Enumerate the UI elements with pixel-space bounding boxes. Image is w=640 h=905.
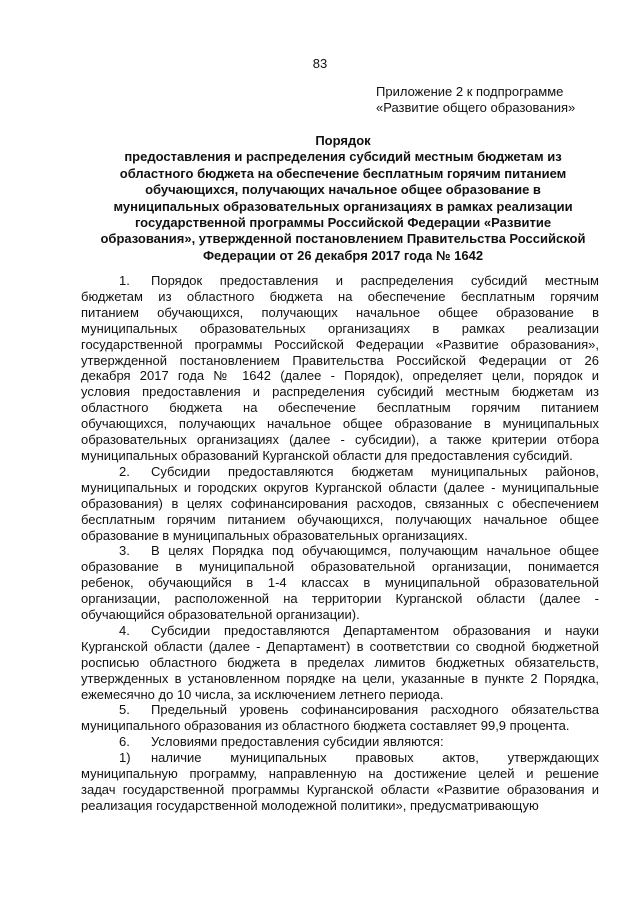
paragraph-text: реализация государственной молодежной политики», предусматривающую — [81, 797, 539, 813]
paragraph-line — [81, 607, 599, 623]
paragraph-text: утвержденной постановлением Правительства Российской Федерации от 26 — [81, 352, 599, 368]
paragraph-text: образование в муниципальной образовательной организации, понимается — [81, 559, 599, 575]
paragraph-text: В целях Порядка под обучающимся, получающим начальное общее — [151, 543, 599, 559]
title-line: государственной программы Российской Федерации «Развитие — [134, 215, 552, 231]
paragraph-line — [81, 575, 599, 591]
title-line: областного бюджета на обеспечение бесплатным горячим питанием — [119, 165, 567, 181]
paragraph-text: образование в муниципальных образовательных организациях. — [81, 527, 468, 543]
paragraph-line — [81, 718, 599, 734]
paragraph-text: питанием обучающихся, получающих начальное общее образование в — [81, 304, 599, 320]
paragraph-text: муниципальных и городских округов Курганской области (далее - муниципальные — [81, 479, 599, 495]
paragraph-line — [81, 337, 599, 353]
paragraph-line — [81, 639, 599, 655]
paragraph-text: Субсидии предоставляются Департаментом образования и науки — [151, 622, 599, 638]
paragraph-text: муниципальных образовательных организациях в рамках реализации — [81, 320, 599, 336]
paragraph-line — [81, 416, 599, 432]
paragraph-line — [81, 289, 599, 305]
paragraph-line — [81, 734, 599, 750]
paragraph-text: условия предоставления и распределения субсидий местным бюджетам из — [81, 384, 599, 400]
paragraph — [81, 702, 599, 734]
paragraph-line — [81, 671, 599, 687]
paragraph-text: росписью областного бюджета в пределах лимитов бюджетных обязательств, — [81, 654, 599, 670]
paragraph-line — [81, 798, 599, 814]
paragraph-text: образования) в целях софинансирования расходов, связанных с обеспечением — [81, 495, 599, 511]
paragraph-number: 3. — [119, 543, 130, 559]
paragraph-text: Субсидии предоставляются бюджетам муниципальных районов, — [151, 463, 599, 479]
paragraph-number: 6. — [119, 734, 130, 750]
paragraph-text: обучающийся образовательной организации). — [81, 607, 360, 623]
paragraph-text: обучающихся, получающих начальное общее образование в муниципальных — [81, 416, 599, 432]
paragraph-text: муниципальных образований Курганской области для предоставления субсидий. — [81, 447, 573, 463]
paragraph-number: 1. — [119, 273, 130, 288]
paragraph-line — [81, 321, 599, 337]
paragraph-line — [81, 448, 599, 464]
paragraph-text: областного бюджета на обеспечение бесплатным горячим питанием — [81, 400, 599, 416]
document-title — [96, 133, 590, 264]
paragraph-line — [81, 750, 599, 766]
paragraph-text: муниципальную программу, направленную на достижение целей и решение — [81, 766, 599, 782]
paragraph-line — [81, 559, 599, 575]
paragraph — [81, 623, 599, 703]
paragraph-text: бюджетам из областного бюджета на обеспечение бесплатным горячим — [81, 288, 599, 304]
appendix-line: Приложение 2 к подпрограмме — [376, 84, 564, 99]
paragraph-text: Порядок предоставления и распределения субсидий местным — [151, 273, 599, 288]
title-heading: Порядок — [315, 133, 371, 148]
paragraph — [81, 464, 599, 544]
title-line: муниципальных образовательных организациях в рамках реализации — [113, 198, 573, 214]
paragraph-text: образовательных организациях (далее - субсидии), а также критерии отбора — [81, 432, 599, 448]
document-body — [81, 273, 599, 814]
paragraph-text: Условиями предоставления субсидии являются: — [151, 734, 444, 750]
paragraph-line — [81, 368, 599, 384]
paragraph-text: ребенок, обучающийся в 1-4 классах в муниципальной образовательной — [81, 575, 599, 591]
paragraph-text: задач государственной программы Курганской области «Развитие образования и — [81, 782, 599, 797]
paragraph-line — [81, 687, 599, 703]
paragraph — [81, 273, 599, 464]
paragraph-line — [81, 655, 599, 671]
paragraph-line — [81, 480, 599, 496]
paragraph-line — [81, 512, 599, 528]
title-line: образования», утвержденной постановлением Правительства Российской — [100, 231, 586, 247]
paragraph-text: наличие муниципальных правовых актов, утверждающих — [151, 750, 599, 766]
paragraph-line — [81, 591, 599, 607]
paragraph-line — [81, 528, 599, 544]
paragraph-line — [81, 702, 599, 718]
paragraph-text: ежемесячно до 10 числа, за исключением летнего периода. — [81, 686, 444, 702]
paragraph-text: утвержденных в установленном порядке на цели, указанные в пункте 2 Порядка, — [81, 670, 599, 686]
paragraph-line — [81, 782, 599, 798]
title-line: Федерации от 26 декабря 2017 года № 1642 — [202, 247, 484, 263]
page-number: 83 — [312, 56, 328, 71]
title-line: предоставления и распределения субсидий местным бюджетам из — [124, 149, 562, 165]
paragraph-text: Курганской области (далее - Департамент) в соответствии со сводной бюджетной — [81, 638, 599, 654]
paragraph-line — [81, 543, 599, 559]
paragraph-text: муниципального образования из областного бюджета составляет 99,9 процента. — [81, 718, 570, 734]
paragraph-number: 4. — [119, 622, 130, 638]
paragraph-number: 1) — [119, 750, 131, 766]
paragraph-text: бесплатным горячим питанием обучающихся, получающих начальное общее — [81, 511, 599, 527]
appendix-line: «Развитие общего образования» — [376, 100, 576, 115]
paragraph-line — [81, 273, 599, 289]
paragraph — [81, 750, 599, 814]
paragraph-line — [81, 766, 599, 782]
title-line: обучающихся, получающих начальное общее образование в — [145, 182, 541, 198]
paragraph-number: 5. — [119, 702, 130, 718]
paragraph-line — [81, 400, 599, 416]
paragraph — [81, 543, 599, 623]
paragraph-text: декабря 2017 года № 1642 (далее - Порядок), определяет цели, порядок и — [81, 368, 599, 384]
paragraph-text: организации, расположенной на территории Курганской области (далее - — [81, 591, 599, 607]
paragraph-line — [81, 353, 599, 369]
appendix-note — [376, 84, 626, 116]
paragraph-line — [81, 432, 599, 448]
paragraph — [81, 734, 599, 750]
paragraph-text: Предельный уровень софинансирования расходного обязательства — [151, 702, 599, 718]
paragraph-line — [81, 496, 599, 512]
paragraph-line — [81, 623, 599, 639]
paragraph-text: государственной программы Российской Федерации «Развитие образования», — [81, 336, 599, 352]
paragraph-line — [81, 464, 599, 480]
paragraph-line — [81, 384, 599, 400]
paragraph-line — [81, 305, 599, 321]
paragraph-number: 2. — [119, 463, 130, 479]
